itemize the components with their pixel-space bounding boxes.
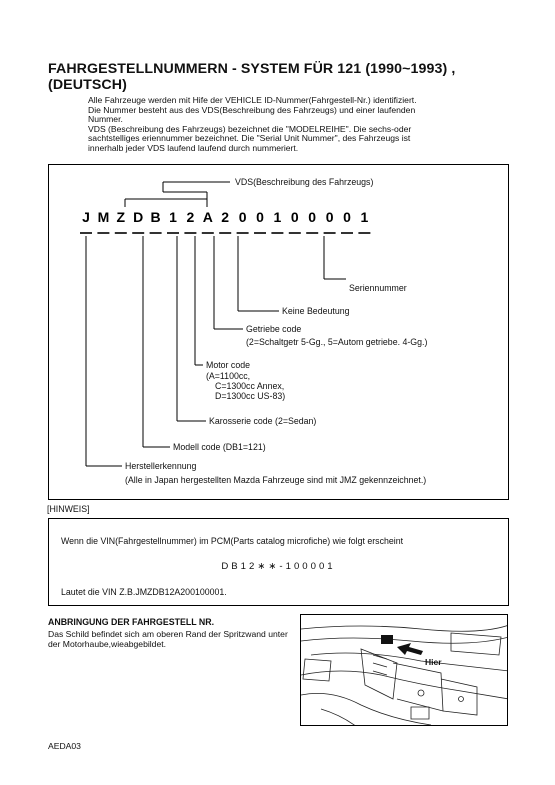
vin-characters bbox=[82, 209, 368, 225]
note-heading: [HINWEIS] bbox=[47, 504, 90, 514]
arrow-icon bbox=[397, 643, 423, 655]
label-body: Karosserie code (2=Sedan) bbox=[209, 416, 317, 426]
vin-char: J bbox=[82, 209, 90, 225]
vin-char: 0 bbox=[325, 209, 334, 225]
vin-diagram-svg bbox=[49, 165, 510, 501]
vin-char: 1 bbox=[360, 209, 369, 225]
vin-char: 2 bbox=[221, 209, 230, 225]
label-motor-a: (A=1100cc, bbox=[206, 371, 251, 381]
vin-char: 0 bbox=[238, 209, 247, 225]
note-example: Lautet die VIN Z.B.JMZDB12A200100001. bbox=[61, 587, 227, 597]
mounting-text: Das Schild befindet sich am oberen Rand der Spritzwand unter der Motorhaube,wieabgebildet. bbox=[48, 629, 288, 649]
intro-line: Alle Fahrzeuge werden mit Hife der VEHICLE ID-Nummer(Fahrgestell-Nr.) identifiziert. bbox=[88, 95, 417, 105]
note-box bbox=[48, 518, 509, 606]
intro-line: VDS (Beschreibung des Fahrzeugs) bezeichnet die "MODELREIHE". Die sechs-oder bbox=[88, 123, 412, 134]
note-text: Wenn die VIN(Fahrgestellnummer) im PCM(Parts catalog microfiche) wie folgt erscheint bbox=[61, 536, 404, 546]
mounting-title: ANBRINGUNG DER FAHRGESTELL NR. bbox=[48, 617, 215, 627]
page-title: FAHRGESTELLNUMMERN - SYSTEM FÜR 121 (1990~1993) , (DEUTSCH) bbox=[48, 61, 456, 93]
vin-char: 0 bbox=[290, 209, 299, 225]
vin-char: 0 bbox=[256, 209, 264, 225]
note-code: DB12∗∗-100001 bbox=[221, 561, 336, 572]
vin-plate bbox=[381, 635, 393, 644]
label-motor: Motor code bbox=[206, 360, 251, 370]
vds-bracket bbox=[125, 182, 230, 207]
vin-char: B bbox=[150, 209, 161, 225]
vds-label: VDS(Beschreibung des Fahrzeugs) bbox=[235, 177, 374, 187]
vin-char: 2 bbox=[186, 209, 195, 225]
label-model: Modell code (DB1=121) bbox=[173, 442, 266, 452]
page-footer-code: AEDA03 bbox=[48, 741, 81, 751]
intro-line: innerhalb jeder VDS laufend laufend durch nummeriert. bbox=[88, 142, 299, 153]
intro-line: Nummer. bbox=[88, 114, 123, 125]
vin-char: 1 bbox=[169, 209, 177, 225]
intro-line: sachtstelliges eriennummer bezeichnet. Die "Serial Unit Nummer", des Fahrzeugs ist bbox=[88, 133, 411, 144]
vin-char: D bbox=[133, 209, 144, 225]
vin-char: 1 bbox=[273, 209, 282, 225]
vin-diagram bbox=[48, 164, 509, 500]
vin-char: A bbox=[202, 209, 213, 225]
connector-lines bbox=[86, 236, 346, 466]
label-gearbox-detail: (2=Schaltgetr 5-Gg., 5=Autom getriebe. 4-Gg.) bbox=[246, 337, 428, 347]
label-gearbox: Getriebe code bbox=[246, 324, 302, 334]
vin-char: M bbox=[97, 209, 110, 225]
vin-char: Z bbox=[116, 209, 126, 225]
engine-bay-illustration bbox=[301, 615, 508, 726]
label-serial: Seriennummer bbox=[349, 283, 407, 293]
label-maker: Herstellerkennung bbox=[125, 461, 197, 471]
vin-char: 0 bbox=[308, 209, 317, 225]
label-maker-detail: (Alle in Japan hergestellten Mazda Fahrzeuge sind mit JMZ gekennzeichnet.) bbox=[125, 475, 427, 485]
engine-bay-photo bbox=[300, 614, 508, 726]
intro-text bbox=[88, 96, 500, 154]
label-motor-d: D=1300cc US-83) bbox=[215, 391, 286, 401]
label-motor-c: C=1300cc Annex, bbox=[215, 381, 285, 391]
photo-label-hier: Hier bbox=[425, 657, 442, 667]
vin-char: 0 bbox=[343, 209, 351, 225]
intro-line: Die Nummer besteht aus des VDS(Beschreibung des Fahrzeugs) und einer laufenden bbox=[88, 104, 416, 115]
label-no-meaning: Keine Bedeutung bbox=[282, 306, 350, 316]
